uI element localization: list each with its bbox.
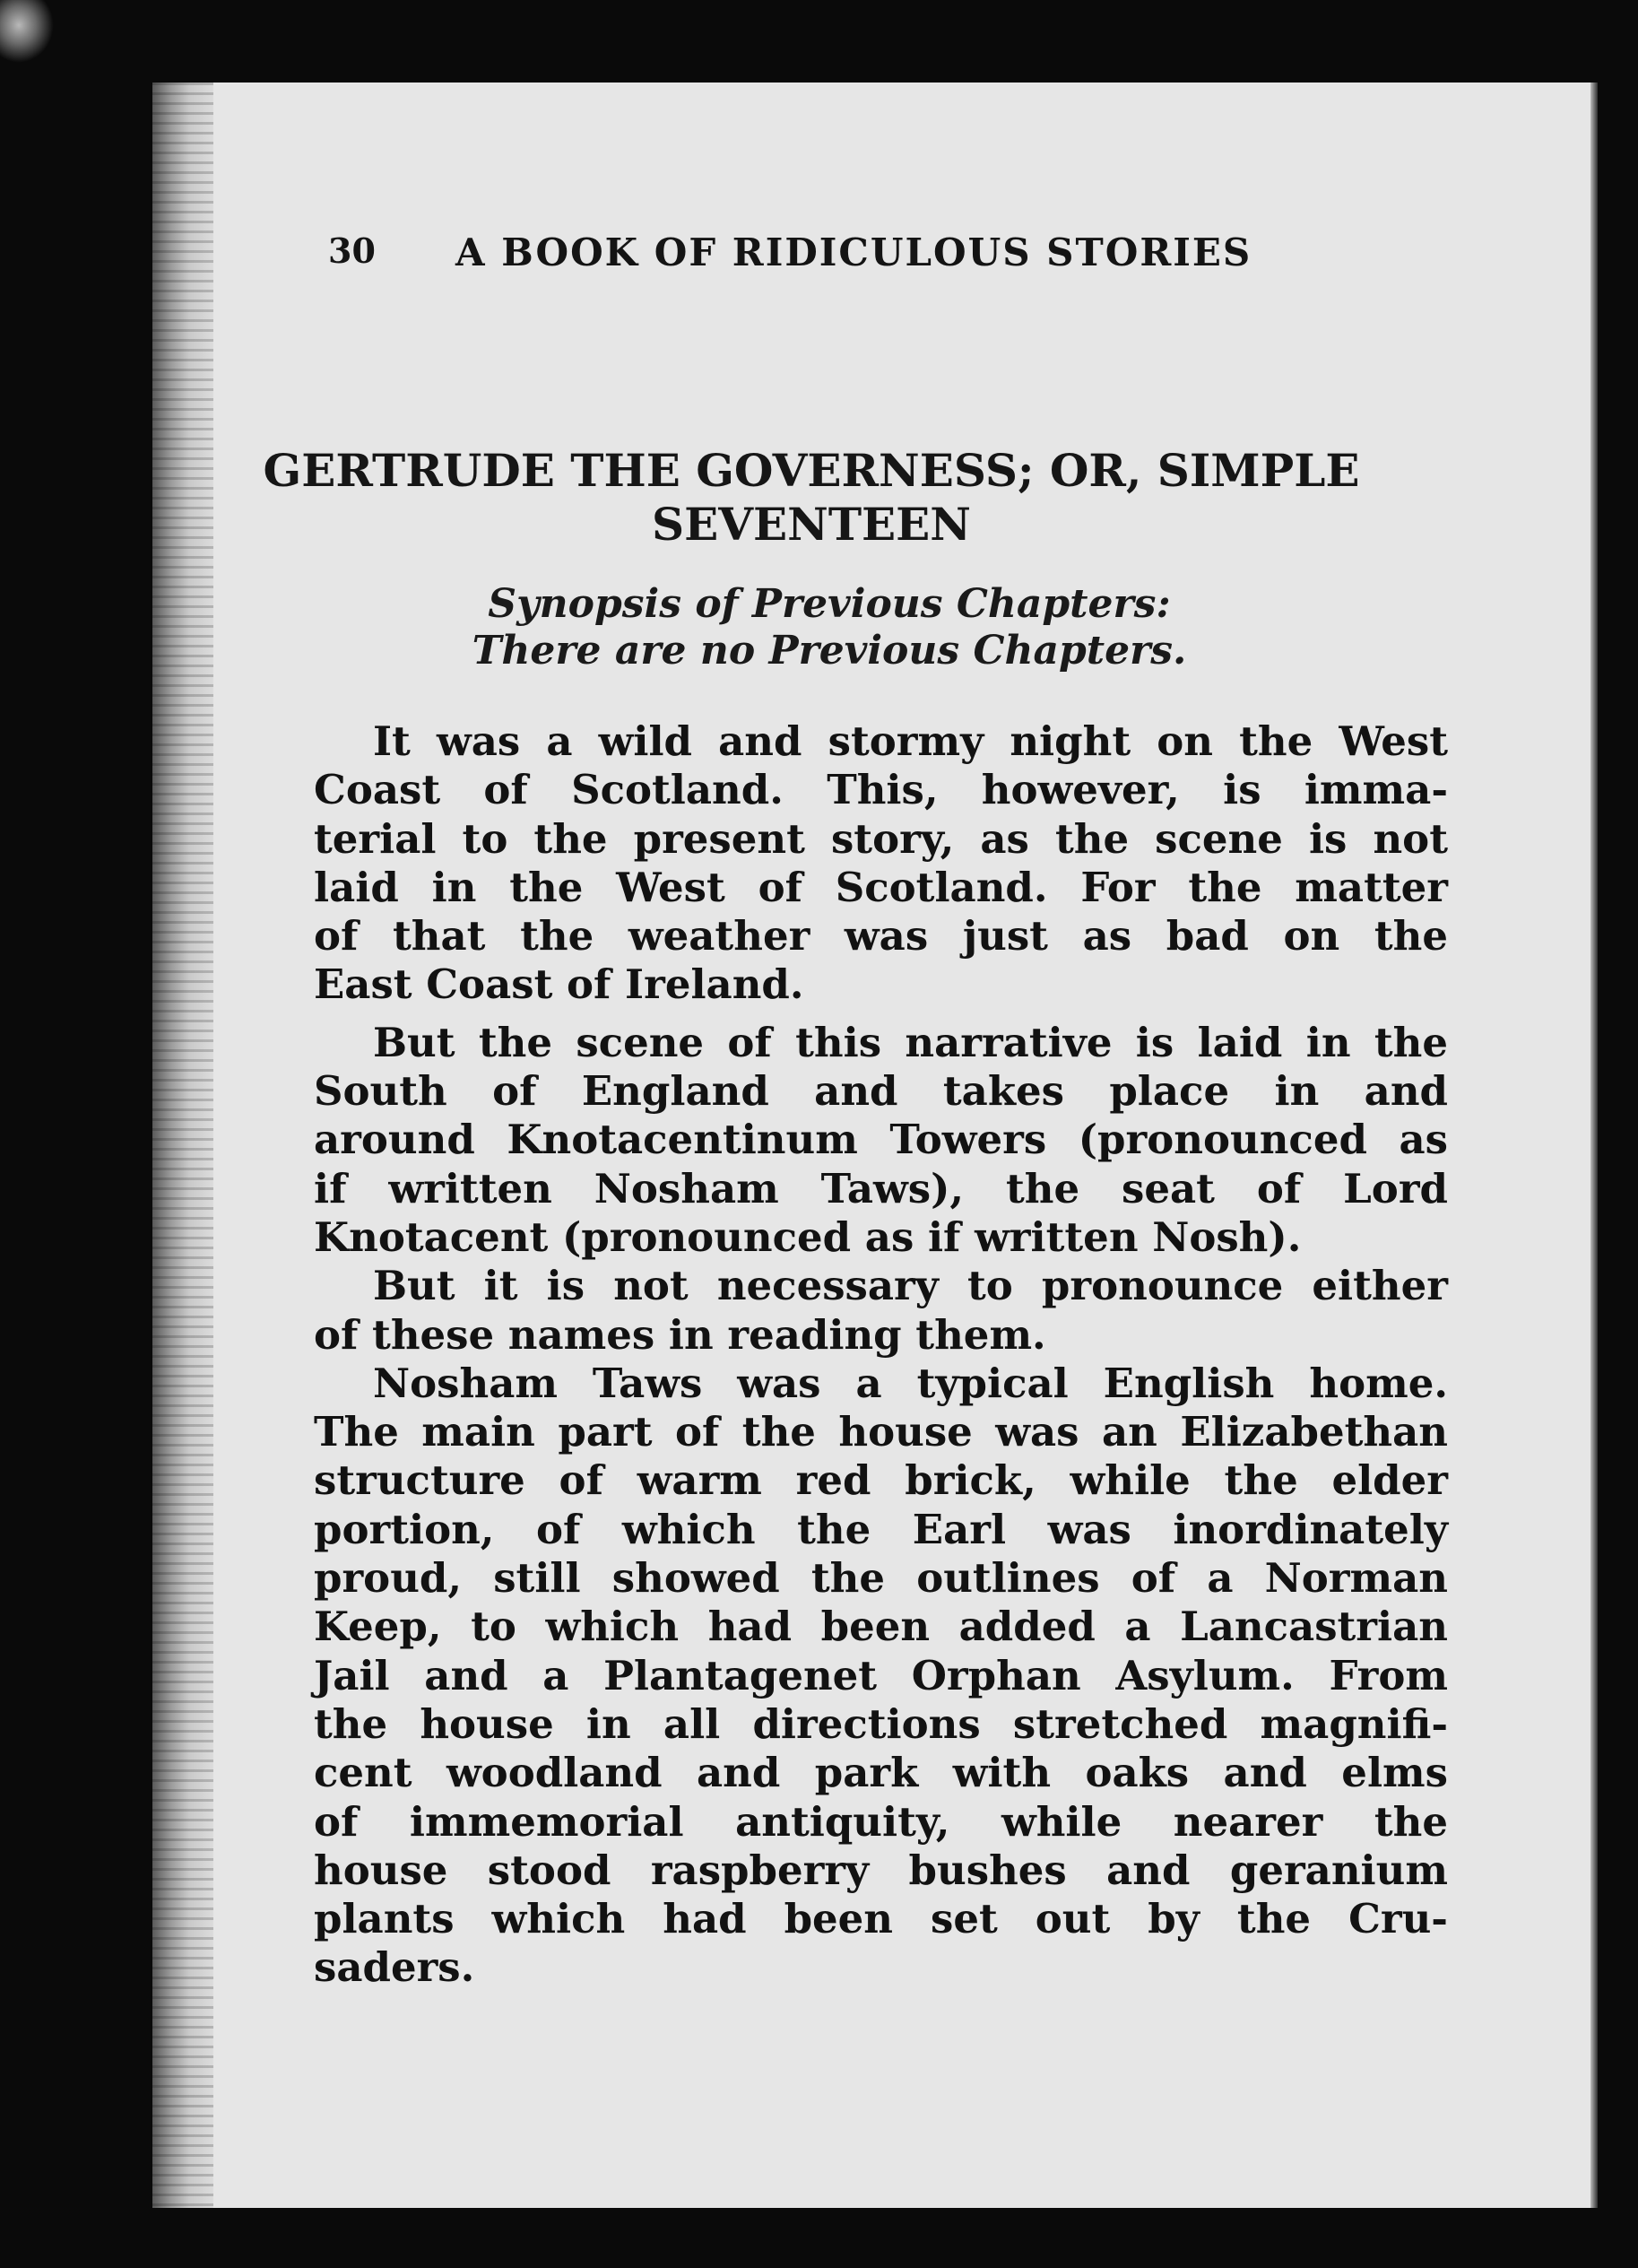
page-edge — [1590, 83, 1598, 2208]
text-line: But it is not necessary to pronounce either — [373, 1262, 1448, 1310]
story-text — [314, 717, 1448, 1993]
chapter-title-line-1: GERTRUDE THE GOVERNESS; OR, SIMPLE — [263, 444, 1360, 497]
text-line: But the scene of this narrative is laid in the — [373, 1018, 1448, 1066]
text-line: laid in the West of Scotland. For the matter — [314, 863, 1448, 911]
chapter-title-line-2: SEVENTEEN — [652, 498, 971, 551]
synopsis-line-1: Synopsis of Previous Chapters: — [488, 581, 1171, 627]
synopsis-line-2: There are no Previous Chapters. — [472, 628, 1187, 673]
text-line: the house in all directions stretched magnifi- — [314, 1699, 1448, 1748]
scan-artifact — [0, 0, 54, 63]
text-line: East Coast of Ireland. — [314, 960, 804, 1009]
chapter-title — [188, 444, 1434, 552]
text-line: proud, still showed the outlines of a Norman — [314, 1554, 1448, 1603]
text-line: of immemorial antiquity, while nearer the — [314, 1797, 1448, 1846]
running-head: A BOOK OF RIDICULOUS STORIES — [455, 230, 1252, 274]
text-line: portion, of which the Earl was inordinately — [314, 1505, 1448, 1553]
text-line: Coast of Scotland. This, however, is imma- — [314, 766, 1448, 814]
text-line: plants which had been set out by the Cru- — [314, 1895, 1448, 1943]
text-line: Keep, to which had been added a Lancastrian — [314, 1603, 1448, 1651]
synopsis — [233, 581, 1426, 674]
text-line: of that the weather was just as bad on the — [314, 912, 1448, 960]
text-line: if written Nosham Taws), the seat of Lord — [314, 1164, 1448, 1212]
paragraph-gap — [314, 1010, 1448, 1019]
text-line: Nosham Taws was a typical English home. — [373, 1359, 1448, 1407]
text-line: The main part of the house was an Elizabethan — [314, 1408, 1448, 1456]
text-line: Jail and a Plantagenet Orphan Asylum. From — [314, 1651, 1448, 1699]
text-line: around Knotacentinum Towers (pronounced as — [314, 1116, 1448, 1164]
text-line: Knotacent (pronounced as if written Nosh). — [314, 1212, 1302, 1261]
text-line: cent woodland and park with oaks and elms — [314, 1749, 1448, 1797]
text-line: of these names in reading them. — [314, 1310, 1046, 1359]
text-line: saders. — [314, 1943, 475, 1992]
page-number: 30 — [328, 230, 376, 271]
page-header — [328, 230, 1494, 302]
text-line: terial to the present story, as the scene is not — [314, 814, 1448, 863]
page-binding — [152, 83, 213, 2208]
text-line: It was a wild and stormy night on the West — [373, 717, 1448, 765]
text-line: South of England and takes place in and — [314, 1067, 1448, 1116]
text-line: structure of warm red brick, while the elder — [314, 1456, 1448, 1505]
text-line: house stood raspberry bushes and geranium — [314, 1846, 1448, 1894]
